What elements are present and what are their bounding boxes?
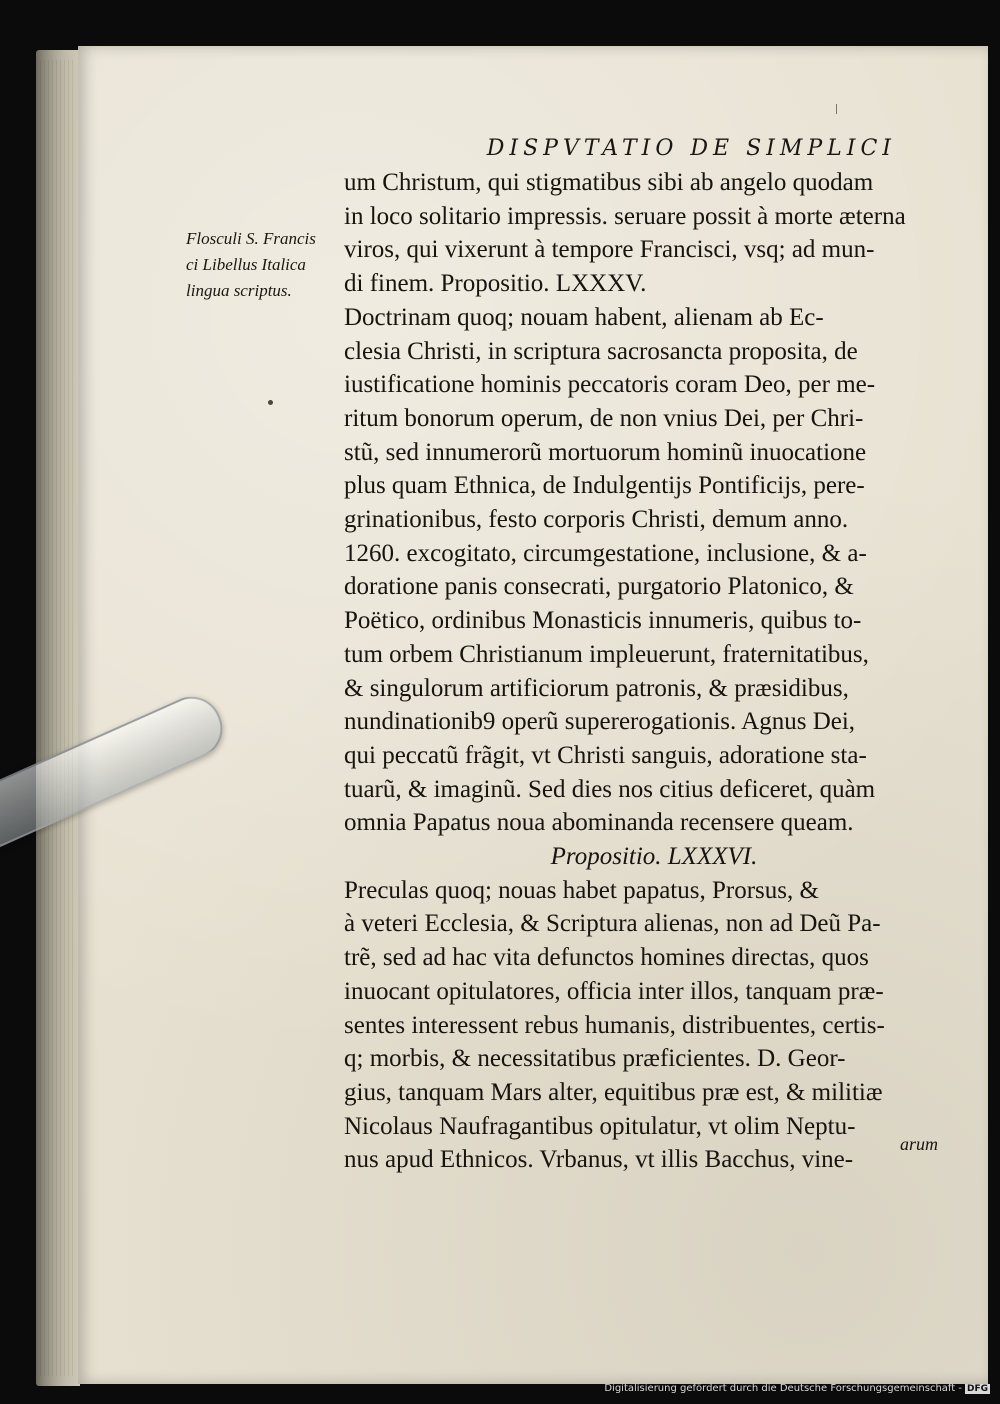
marginal-note-line: Flosculi S. Francis <box>186 229 316 248</box>
text-line: iustificatione hominis peccatoris coram Deo, per me- <box>344 371 876 399</box>
running-head: DISPVTATIO DE SIMPLICI <box>486 136 896 161</box>
body-text <box>344 166 964 1177</box>
text-line: stũ, sed innumerorũ mortuorum hominũ inuocatione <box>344 438 867 466</box>
text-line: in loco solitario impressis. seruare possit à morte æterna <box>344 202 906 230</box>
text-line: trẽ, sed ad hac vita defunctos homines directas, quos <box>344 944 869 972</box>
paper-mark <box>836 104 837 114</box>
marginal-note-line: ci Libellus Italica <box>186 255 306 274</box>
text-line: viros, qui vixerunt à tempore Francisci, vsq; ad mun- <box>344 236 875 264</box>
marginal-note-line: lingua scriptus. <box>186 281 292 300</box>
page-edges <box>40 60 76 1376</box>
text-line: à veteri Ecclesia, & Scriptura alienas, non ad Deũ Pa- <box>344 910 881 938</box>
marginal-note <box>186 226 336 304</box>
text-line: qui peccatũ frãgit, vt Christi sanguis, adoratione sta- <box>344 741 867 769</box>
text-line: sentes interessent rebus humanis, distribuentes, certis- <box>344 1011 885 1039</box>
text-line: inuocant opitulatores, officia inter illos, tanquam præ- <box>344 977 884 1005</box>
text-line: tuarũ, & imaginũ. Sed dies nos citius deficeret, quàm <box>344 775 876 803</box>
proposition-heading: Propositio. LXXXVI. <box>550 843 758 871</box>
text-line: 1260. excogitato, circumgestatione, inclusione, & a- <box>344 539 867 567</box>
text-line: Poëtico, ordinibus Monasticis innumeris, quibus to- <box>344 607 862 635</box>
text-line: di finem. Propositio. LXXXV. <box>344 270 647 298</box>
text-line: clesia Christi, in scriptura sacrosancta proposita, de <box>344 337 858 365</box>
text-line: gius, tanquam Mars alter, equitibus præ est, & militiæ <box>344 1078 883 1106</box>
text-line: ritum bonorum operum, de non vnius Dei, per Chri- <box>344 404 864 432</box>
text-line: doratione panis consecrati, purgatorio Platonico, & <box>344 573 854 601</box>
text-line: grinationibus, festo corporis Christi, demum anno. <box>344 506 849 534</box>
credit-text: Digitalisierung gefördert durch die Deutsche Forschungsgemeinschaft - <box>604 1383 962 1394</box>
text-line: plus quam Ethnica, de Indulgentijs Pontificijs, pere- <box>344 472 865 500</box>
text-line: um Christum, qui stigmatibus sibi ab angelo quodam <box>344 169 874 196</box>
text-line: nundinationib9 operũ supererogationis. Agnus Dei, <box>344 708 856 736</box>
text-line: Doctrinam quoq; nouam habent, alienam ab Ec- <box>344 303 824 331</box>
dfg-logo: DFG <box>966 1384 988 1394</box>
text-line: omnia Papatus noua abominanda recensere queam. <box>344 809 854 837</box>
text-line: & singulorum artificiorum patronis, & præsidibus, <box>344 674 849 702</box>
text-line: q; morbis, & necessitatibus præficientes. D. Geor- <box>344 1045 846 1073</box>
text-line: tum orbem Christianum impleuerunt, fraternitatibus, <box>344 640 869 668</box>
ink-speck <box>268 400 273 405</box>
catchword: arum <box>900 1134 939 1154</box>
text-line: Nicolaus Naufragantibus opitulatur, vt olim Neptu- <box>344 1112 856 1140</box>
digitization-credit <box>604 1383 990 1394</box>
text-line: nus apud Ethnicos. Vrbanus, vt illis Bacchus, vine- <box>344 1146 854 1174</box>
text-line: Preculas quoq; nouas habet papatus, Prorsus, & <box>344 876 819 904</box>
